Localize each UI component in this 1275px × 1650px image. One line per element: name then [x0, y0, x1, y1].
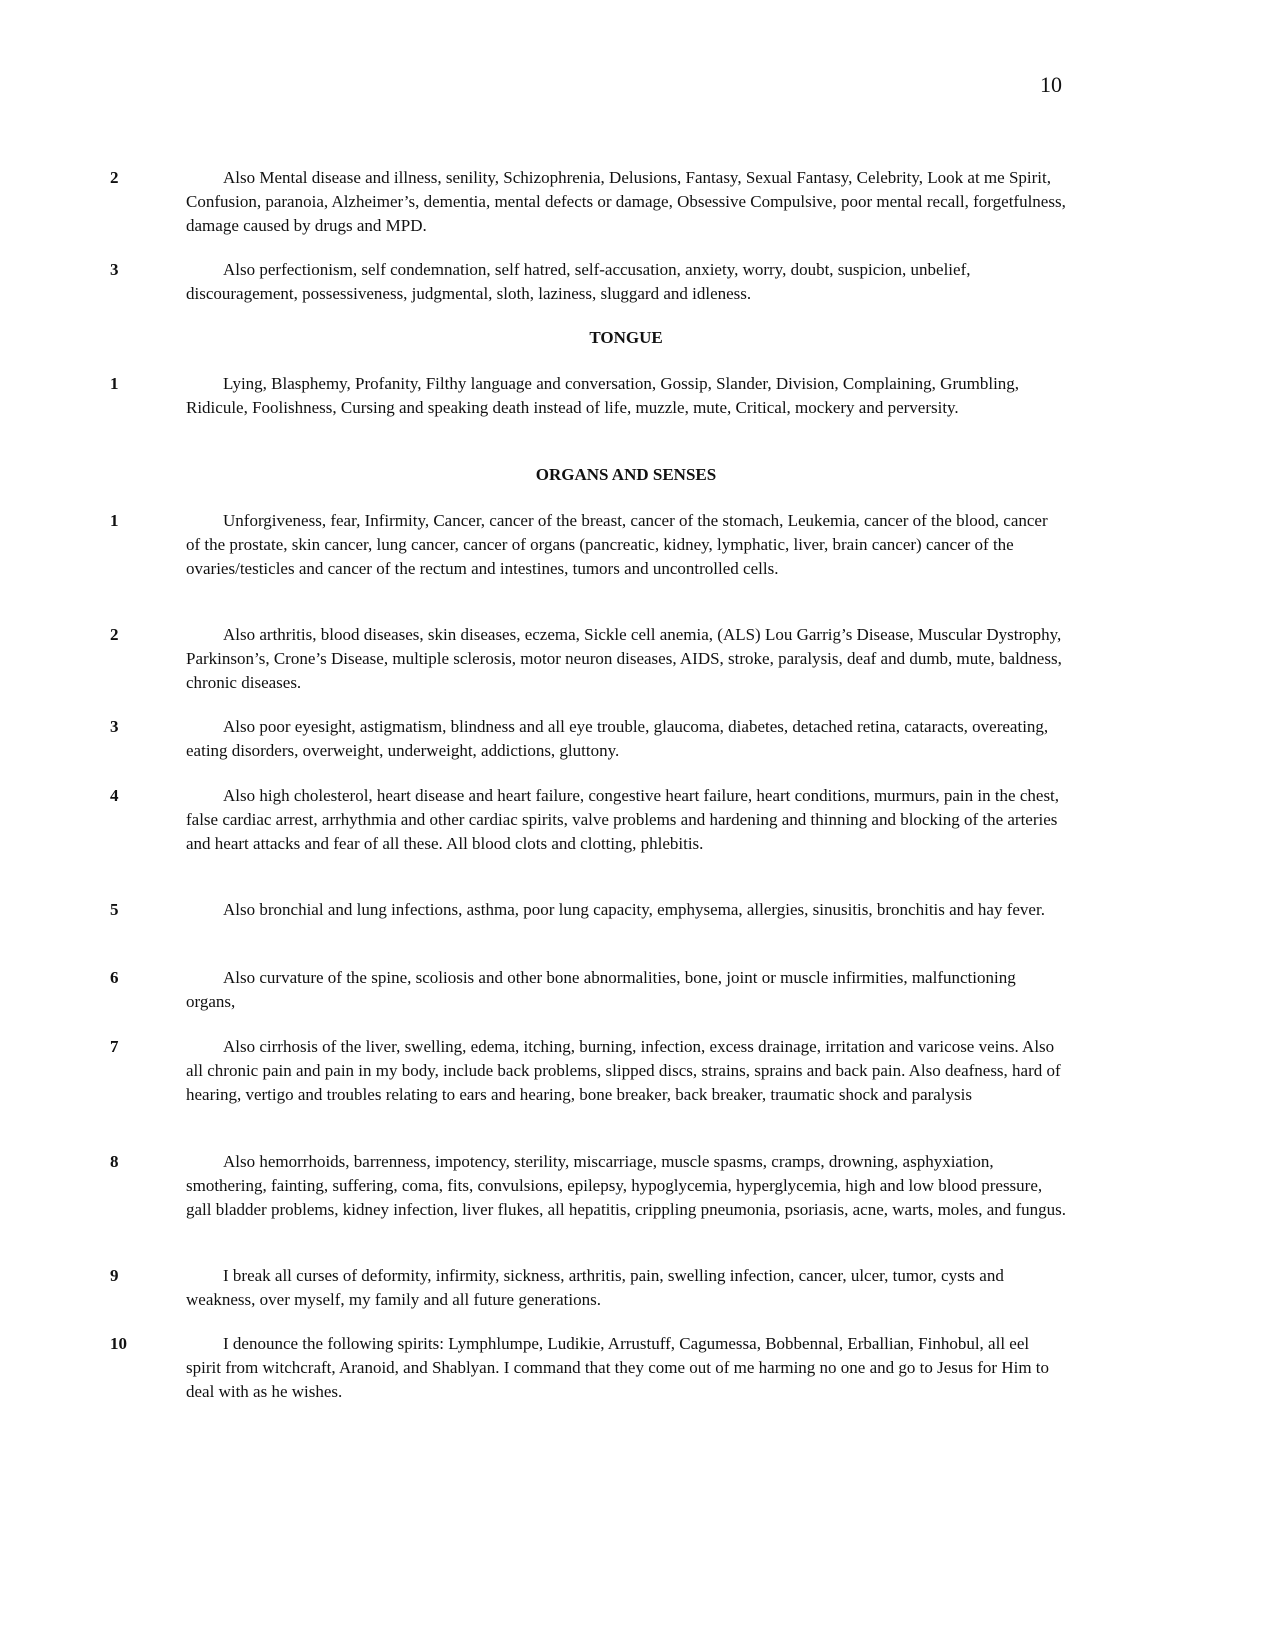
item-text: Also cirrhosis of the liver, swelling, edema, itching, burning, infection, excess drainage, irritation and varicose veins. Also all chronic pain and pain in my body, include back problems, slipped discs, strains, sprains and back pain. Also deafness, hard of hearing, vertigo and troubles relating to ears and hearing, bone breaker, back breaker, traumatic shock and paralysis: [186, 1037, 1061, 1104]
item-text: Also bronchial and lung infections, asthma, poor lung capacity, emphysema, allergies, sinusitis, bronchitis and hay fever.: [223, 900, 1045, 919]
item-number: 2: [110, 625, 119, 644]
item-text: I break all curses of deformity, infirmity, sickness, arthritis, pain, swelling infection, cancer, ulcer, tumor, cysts and weakness, over myself, my family and all future generations.: [186, 1266, 1004, 1309]
section-heading-tongue: TONGUE: [589, 328, 663, 347]
item-text: Also arthritis, blood diseases, skin diseases, eczema, Sickle cell anemia, (ALS) Lou Garrig’s Disease, Muscular Dystrophy, Parkinson’s, Crone’s Disease, multiple sclerosis, motor neuron diseases, AIDS, stroke, paralysis, deaf and dumb, mute, baldness, chronic diseases.: [186, 625, 1062, 692]
item-text: Also high cholesterol, heart disease and heart failure, congestive heart failure, heart conditions, murmurs, pain in the chest, false cardiac arrest, arrhythmia and other cardiac spirits, valve problems and hardening and thinning and blocking of the arteries and heart attacks and fear of all these. All blood clots and clotting, phlebitis.: [186, 786, 1060, 853]
item-number: 6: [110, 968, 119, 987]
item-text: Unforgiveness, fear, Infirmity, Cancer, cancer of the breast, cancer of the stomach, Leukemia, cancer of the blood, cancer of the prostate, skin cancer, lung cancer, cancer of organs (pancreatic, kidney, lymphatic, liver, brain cancer) cancer of the ovaries/testicles and cancer of the rectum and intestines, tumors and uncontrolled cells.: [186, 511, 1048, 578]
item-text: Also hemorrhoids, barrenness, impotency, sterility, miscarriage, muscle spasms, cramps, drowning, asphyxiation, smothering, fainting, suffering, coma, fits, convulsions, epilepsy, hypoglycemia, hyperglycemia, high and low blood pressure, gall bladder problems, kidney infection, liver flukes, all hepatitis, crippling pneumonia, psoriasis, acne, warts, moles, and fungus.: [186, 1152, 1067, 1219]
item-number: 5: [110, 900, 119, 919]
item-text: I denounce the following spirits: Lymphlumpe, Ludikie, Arrustuff, Cagumessa, Bobbennal, Erballian, Finhobul, all eel spirit from witchcraft, Aranoid, and Shablyan. I command that they come out of me harming no one and go to Jesus for Him to deal with as he wishes.: [186, 1334, 1050, 1401]
item-number: 9: [110, 1266, 119, 1285]
item-text: Also Mental disease and illness, senility, Schizophrenia, Delusions, Fantasy, Sexual Fantasy, Celebrity, Look at me Spirit, Confusion, paranoia, Alzheimer’s, dementia, mental defects or damage, Obsessive Compulsive, poor mental recall, forgetfulness, damage caused by drugs and MPD.: [186, 168, 1066, 235]
item-number: 1: [110, 374, 119, 393]
item-text: Also poor eyesight, astigmatism, blindness and all eye trouble, glaucoma, diabetes, detached retina, cataracts, overeating, eating disorders, overweight, underweight, addictions, gluttony.: [186, 717, 1049, 760]
item-number: 7: [110, 1037, 119, 1056]
item-number: 2: [110, 168, 119, 187]
item-number: 3: [110, 717, 119, 736]
item-number: 1: [110, 511, 119, 530]
item-text: Also perfectionism, self condemnation, self hatred, self-accusation, anxiety, worry, doubt, suspicion, unbelief, discouragement, possessiveness, judgmental, sloth, laziness, sluggard and idleness.: [186, 260, 971, 303]
item-text: Also curvature of the spine, scoliosis and other bone abnormalities, bone, joint or muscle infirmities, malfunctioning organs,: [186, 968, 1016, 1011]
item-number: 3: [110, 260, 119, 279]
item-number: 8: [110, 1152, 119, 1171]
section-heading-organs-and-senses: ORGANS AND SENSES: [535, 465, 717, 484]
item-number: 4: [110, 786, 119, 805]
item-number: 10: [110, 1334, 127, 1353]
item-text: Lying, Blasphemy, Profanity, Filthy language and conversation, Gossip, Slander, Division, Complaining, Grumbling, Ridicule, Foolishness, Cursing and speaking death instead of life, muzzle, mute, Critical, mockery and perversity.: [186, 374, 1020, 417]
page-number: 10: [1040, 72, 1062, 97]
